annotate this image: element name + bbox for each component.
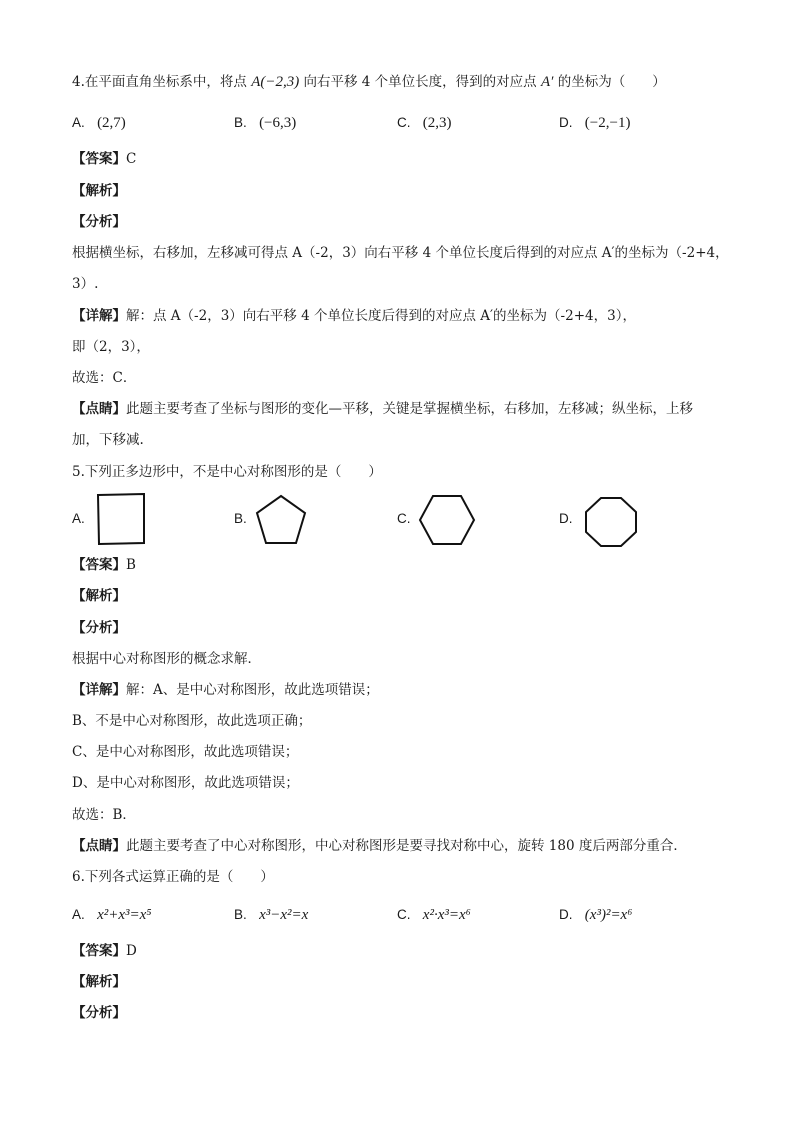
q5-jiexi xyxy=(72,587,126,605)
hexagon-icon xyxy=(418,494,476,546)
q6-answer xyxy=(72,942,137,960)
q5-xiangjie xyxy=(72,681,379,699)
octagon-icon xyxy=(584,496,638,548)
pentagon-icon xyxy=(254,494,308,546)
q6-stem: 6.下列各式运算正确的是（ ） xyxy=(72,869,274,885)
dianjing-text: 此题主要考查了中心对称图形，中心对称图形是要寻找对称中心，旋转 180 度后两部分重合． xyxy=(126,838,687,854)
dianjing-tag: 【点睛】 xyxy=(72,838,126,854)
q4-fenxi xyxy=(72,213,126,231)
option-label: C. xyxy=(397,907,411,922)
q6-option-b xyxy=(234,906,308,924)
q5-answer xyxy=(72,556,136,574)
q4-xiangjie xyxy=(72,307,636,325)
option-expr: x³−x²=x xyxy=(259,907,309,923)
option-expr: (x³)²=x⁶ xyxy=(584,907,633,923)
fenxi-tag: 【分析】 xyxy=(72,620,126,636)
option-label: B. xyxy=(234,511,247,526)
q4-point: A(−2,3) xyxy=(251,74,300,90)
option-label: A. xyxy=(72,907,85,922)
square-icon xyxy=(96,493,146,545)
xiangjie-text: 解：点 A（-2，3）向右平移 4 个单位长度后得到的对应点 A′的坐标为（-2+4，3）， xyxy=(126,308,636,324)
option-label: D. xyxy=(559,115,573,130)
answer-tag: 【答案】 xyxy=(72,557,126,573)
q5-xiangjie-line5: 故选：B． xyxy=(72,807,136,823)
option-label: B. xyxy=(234,115,247,130)
jiexi-tag: 【解析】 xyxy=(72,974,126,990)
option-label: D. xyxy=(559,907,573,922)
q4-xiangjie-line2: 即（2，3）， xyxy=(72,339,150,355)
option-label: A. xyxy=(72,511,85,526)
q5-dianjing xyxy=(72,837,687,855)
q5-option-d xyxy=(559,510,581,528)
jiexi-tag: 【解析】 xyxy=(72,588,126,604)
option-value: (−6,3) xyxy=(259,115,297,131)
option-value: (2,7) xyxy=(97,115,126,131)
answer-value: C xyxy=(126,151,137,167)
option-value: (2,3) xyxy=(422,115,452,131)
q4-fenxi-line2: 3）. xyxy=(72,276,99,292)
xiangjie-tag: 【详解】 xyxy=(72,682,126,698)
option-label: A. xyxy=(72,115,85,130)
q5-option-c xyxy=(397,510,419,528)
answer-tag: 【答案】 xyxy=(72,151,126,167)
q5-stem: 5.下列正多边形中，不是中心对称图形的是（ ） xyxy=(72,464,382,480)
xiangjie-text: 解：A、是中心对称图形，故此选项错误； xyxy=(126,682,379,698)
answer-tag: 【答案】 xyxy=(72,943,126,959)
q4-dianjing xyxy=(72,400,693,418)
option-label: C. xyxy=(397,511,411,526)
q4-stem xyxy=(72,73,666,91)
q4-option-c xyxy=(397,114,452,132)
dianjing-text: 此题主要考查了坐标与图形的变化—平移，关键是掌握横坐标，右移加，左移减；纵坐标，上移 xyxy=(126,401,693,417)
q4-option-b xyxy=(234,114,296,132)
q5-option-b xyxy=(234,510,255,528)
q5-xiangjie-line3: C、是中心对称图形，故此选项错误； xyxy=(72,744,299,760)
q4-dianjing-line2: 加，下移减. xyxy=(72,432,144,448)
q4-answer xyxy=(72,150,136,168)
answer-value: D xyxy=(126,943,137,959)
q6-option-a xyxy=(72,906,152,924)
option-expr: x²·x³=x⁶ xyxy=(422,907,471,923)
q5-xiangjie-line4: D、是中心对称图形，故此选项错误； xyxy=(72,775,299,791)
q6-fenxi xyxy=(72,1004,126,1022)
option-label: C. xyxy=(397,115,411,130)
q4-jiexi xyxy=(72,182,126,200)
xiangjie-tag: 【详解】 xyxy=(72,308,126,324)
dianjing-tag: 【点睛】 xyxy=(72,401,126,417)
q4-prime: A′ xyxy=(540,74,554,90)
q4-fenxi-line1: 根据横坐标，右移加，左移减可得点 A（-2，3）向右平移 4 个单位长度后得到的对应点 A′的坐标为（-2+4， xyxy=(72,245,729,261)
q6-option-c xyxy=(397,906,471,924)
fenxi-tag: 【分析】 xyxy=(72,214,126,230)
q5-xiangjie-line2: B、不是中心对称图形，故此选项正确； xyxy=(72,713,312,729)
q5-fenxi-line1: 根据中心对称图形的概念求解． xyxy=(72,651,261,667)
q5-fenxi xyxy=(72,619,126,637)
q4-stem-post: 向右平移 4 个单位长度，得到的对应点 xyxy=(303,74,537,90)
answer-value: B xyxy=(126,557,136,573)
q4-option-a xyxy=(72,114,126,132)
option-expr: x²+x³=x⁵ xyxy=(97,907,152,923)
q6-option-d xyxy=(559,906,632,924)
q4-stem-end: 的坐标为（ ） xyxy=(557,74,666,90)
q4-option-d xyxy=(559,114,630,132)
fenxi-tag: 【分析】 xyxy=(72,1005,126,1021)
q4-stem-pre: 4.在平面直角坐标系中，将点 xyxy=(72,74,247,90)
jiexi-tag: 【解析】 xyxy=(72,183,126,199)
q4-xiangjie-line3: 故选：C． xyxy=(72,370,137,386)
q5-option-a xyxy=(72,510,93,528)
option-label: D. xyxy=(559,511,573,526)
option-label: B. xyxy=(234,907,247,922)
q6-jiexi xyxy=(72,973,126,991)
option-value: (−2,−1) xyxy=(584,115,631,131)
